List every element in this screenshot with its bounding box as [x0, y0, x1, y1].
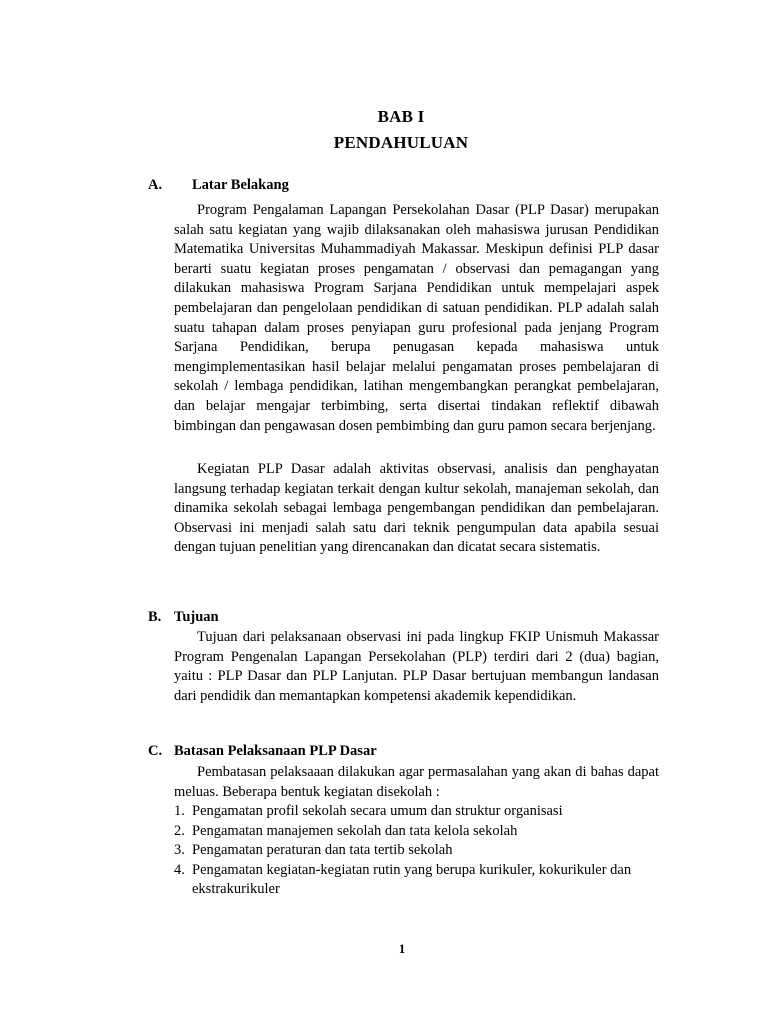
- list-item: [174, 841, 659, 861]
- list-item-number: 3.: [174, 842, 185, 859]
- list-item-number: 2.: [174, 822, 185, 839]
- section-a-title: Latar Belakang: [192, 177, 289, 193]
- section-b-title: Tujuan: [174, 609, 219, 625]
- page-number: 1: [398, 941, 406, 956]
- list-item-text: Pengamatan profil sekolah secara umum dan struktur organisasi: [192, 803, 563, 819]
- section-c-letter: C.: [148, 743, 163, 759]
- section-a-paragraph-2: Kegiatan PLP Dasar adalah aktivitas observasi, analisis dan penghayatan langsung terhadap kegiatan terkait dengan kultur sekolah, manajeman sekolah, dan dinamika sekolah sebagai lembaga pengembangan pendidikan dan pembelajaran. Observasi ini menjadi salah satu dari teknik pengumpulan data apabila sesuai dengan tujuan penelitian yang direncanakan dan dicatat secara sistematis.: [174, 461, 659, 556]
- list-item: [174, 822, 659, 842]
- list-item: [174, 802, 659, 822]
- section-b-letter: B.: [148, 609, 162, 625]
- section-a-paragraph-1: Program Pengalaman Lapangan Persekolahan Dasar (PLP Dasar) merupakan salah satu kegiatan yang wajib dilaksanakan oleh mahasiswa jurusan Pendidikan Matematika Universitas Muhammadiyah Makassar. Meskipun definisi PLP dasar berarti suatu kegiatan proses pengamatan / observasi dan pemagangan yang dilakukan mahasiswa Program Sarjana Pendidikan untuk mempelajari aspek pembelajaran dan pengelolaan pendidikan di satuan pendidikan. PLP adalah salah suatu tahapan dalam proses penyiapan guru profesional pada jenjang Program Sarjana Pendidikan, berupa penugasan kepada mahasiswa untuk mengimplementasikan hasil belajar melalui pengamatan proses pembelajaran di sekolah / lembaga pendidikan, latihan mengembangkan perangkat pembelajaran, dan belajar mengajar terbimbing, serta disertai tindakan reflektif dibawah bimbingan dan pengawasan dosen pembimbing dan guru pamon secara berjenjang.: [174, 202, 659, 434]
- list-item-number: 1.: [174, 803, 185, 819]
- list-item-number: 4.: [174, 861, 185, 878]
- chapter-title: PENDAHULUAN: [333, 133, 469, 152]
- section-a-letter: A.: [148, 177, 163, 193]
- list-item: [174, 861, 659, 900]
- chapter-number: BAB I: [377, 107, 425, 126]
- section-c-paragraph-1: Pembatasan pelaksaaan dilakukan agar permasalahan yang akan di bahas dapat meluas. Beberapa bentuk kegiatan disekolah :: [174, 764, 659, 800]
- list-item-text: Pengamatan manajemen sekolah dan tata kelola sekolah: [192, 822, 518, 839]
- section-c-title: Batasan Pelaksanaan PLP Dasar: [174, 743, 377, 759]
- list-item-text: Pengamatan kegiatan-kegiatan rutin yang berupa kurikuler, kokurikuler dan ekstrakurikuler: [192, 861, 632, 898]
- list-item-text: Pengamatan peraturan dan tata tertib sekolah: [192, 842, 453, 859]
- activity-list: [174, 802, 659, 900]
- section-b-paragraph-1: Tujuan dari pelaksanaan observasi ini pada lingkup FKIP Unismuh Makassar Program Pengenalan Lapangan Persekolahan (PLP) terdiri dari 2 (dua) bagian, yaitu : PLP Dasar dan PLP Lanjutan. PLP Dasar bertujuan membangun landasan dari pendidik dan memantapkan kompetensi akademik kependidikan.: [174, 629, 659, 704]
